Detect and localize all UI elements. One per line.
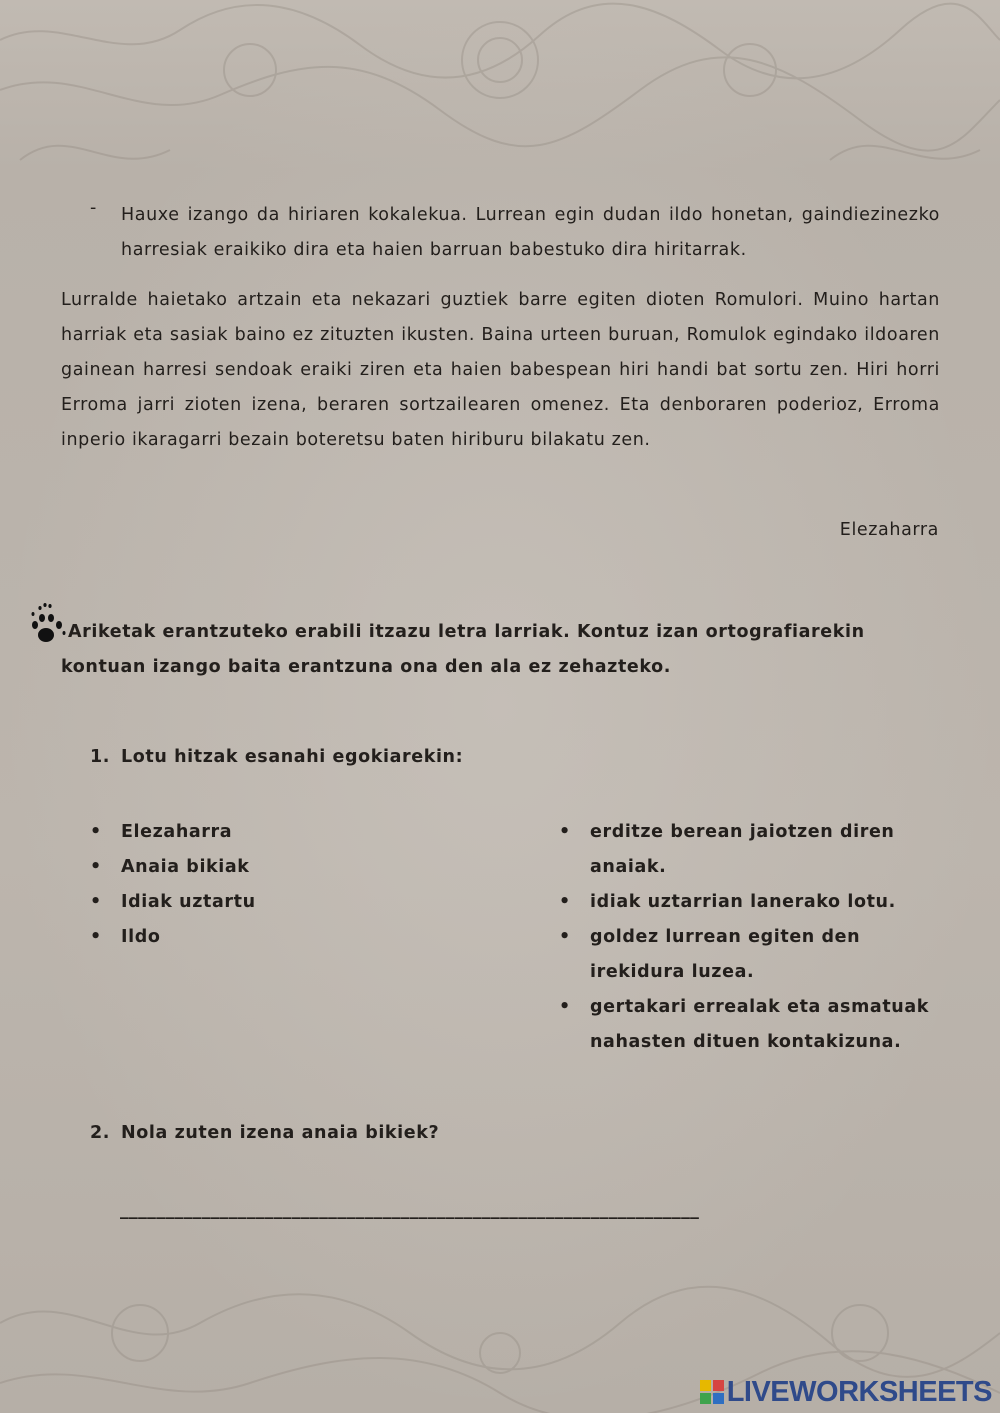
dash-marker: - (90, 198, 97, 218)
term-text: Elezaharra (121, 822, 233, 842)
definition-text: goldez lurrean egiten den irekidura luzea. (590, 927, 861, 982)
term-item[interactable] (90, 815, 390, 850)
term-item[interactable] (90, 885, 390, 920)
bullet: • (90, 822, 102, 842)
term-text: Idiak uztartu (121, 892, 256, 912)
definition-text: idiak uztarrian lanerako lotu. (590, 892, 896, 912)
definition-item[interactable] (559, 920, 940, 990)
instructions-text: Ariketak erantzuteko erabili itzazu letra larriak. Kontuz izan ortografiarekin kontuan izango baita erantzuna ona den ala ez zehazteko. (61, 622, 865, 677)
term-item[interactable] (90, 850, 390, 885)
answer-input-line[interactable]: ________________________________________________________________ (120, 1200, 700, 1220)
bullet: • (559, 997, 571, 1017)
brand-name: LIVEWORKSHEETS (726, 1375, 992, 1408)
bullet: • (90, 892, 102, 912)
bullet: • (559, 927, 571, 947)
bullet: • (559, 892, 571, 912)
term-text: Anaia bikiak (121, 857, 250, 877)
definition-text: gertakari errealak eta asmatuak nahasten dituen kontakizuna. (590, 997, 929, 1052)
bullet: • (559, 822, 571, 842)
definition-text: erditze berean jaiotzen diren anaiak. (590, 822, 895, 877)
definition-item[interactable] (559, 815, 940, 885)
term-text: Ildo (121, 927, 161, 947)
liveworksheets-logo-icon (700, 1380, 724, 1404)
bullet: • (90, 927, 102, 947)
question-number: 1. (90, 747, 111, 767)
definitions-list (559, 815, 940, 1060)
liveworksheets-brand[interactable] (700, 1375, 992, 1409)
quote-text: Hauxe izango da hiriaren kokalekua. Lurrean egin dudan ildo honetan, gaindiezinezko harresiak eraikiko dira eta haien barruan babestuko dira hiritarrak. (121, 205, 940, 260)
definition-item[interactable] (559, 990, 940, 1060)
question-number: 2. (90, 1123, 111, 1143)
question-text: Nola zuten izena anaia bikiek? (121, 1123, 440, 1143)
story-paragraph: Lurralde haietako artzain eta nekazari guztiek barre egiten dioten Romulori. Muino hartan harriak eta sasiak baino ez zituzten ikusten. Baina urteen buruan, Romulok egindako ildoaren gainean harresi sendoak eraiki ziren eta haien babespean hiri handi bat sortu zen. Hiri horri Erroma jarri zioten izena, beraren sortzailearen omenez. Eta denboraren poderioz, Erroma inperio ikaragarri bezain boteretsu baten hiriburu bilakatu zen. (61, 290, 940, 450)
bullet: • (90, 857, 102, 877)
definition-item[interactable] (559, 885, 940, 920)
source-label: Elezaharra (839, 520, 939, 540)
decorative-top-ornament (0, 0, 1000, 190)
terms-list (90, 815, 390, 955)
question-text: Lotu hitzak esanahi egokiarekin: (121, 747, 464, 767)
term-item[interactable] (90, 920, 390, 955)
